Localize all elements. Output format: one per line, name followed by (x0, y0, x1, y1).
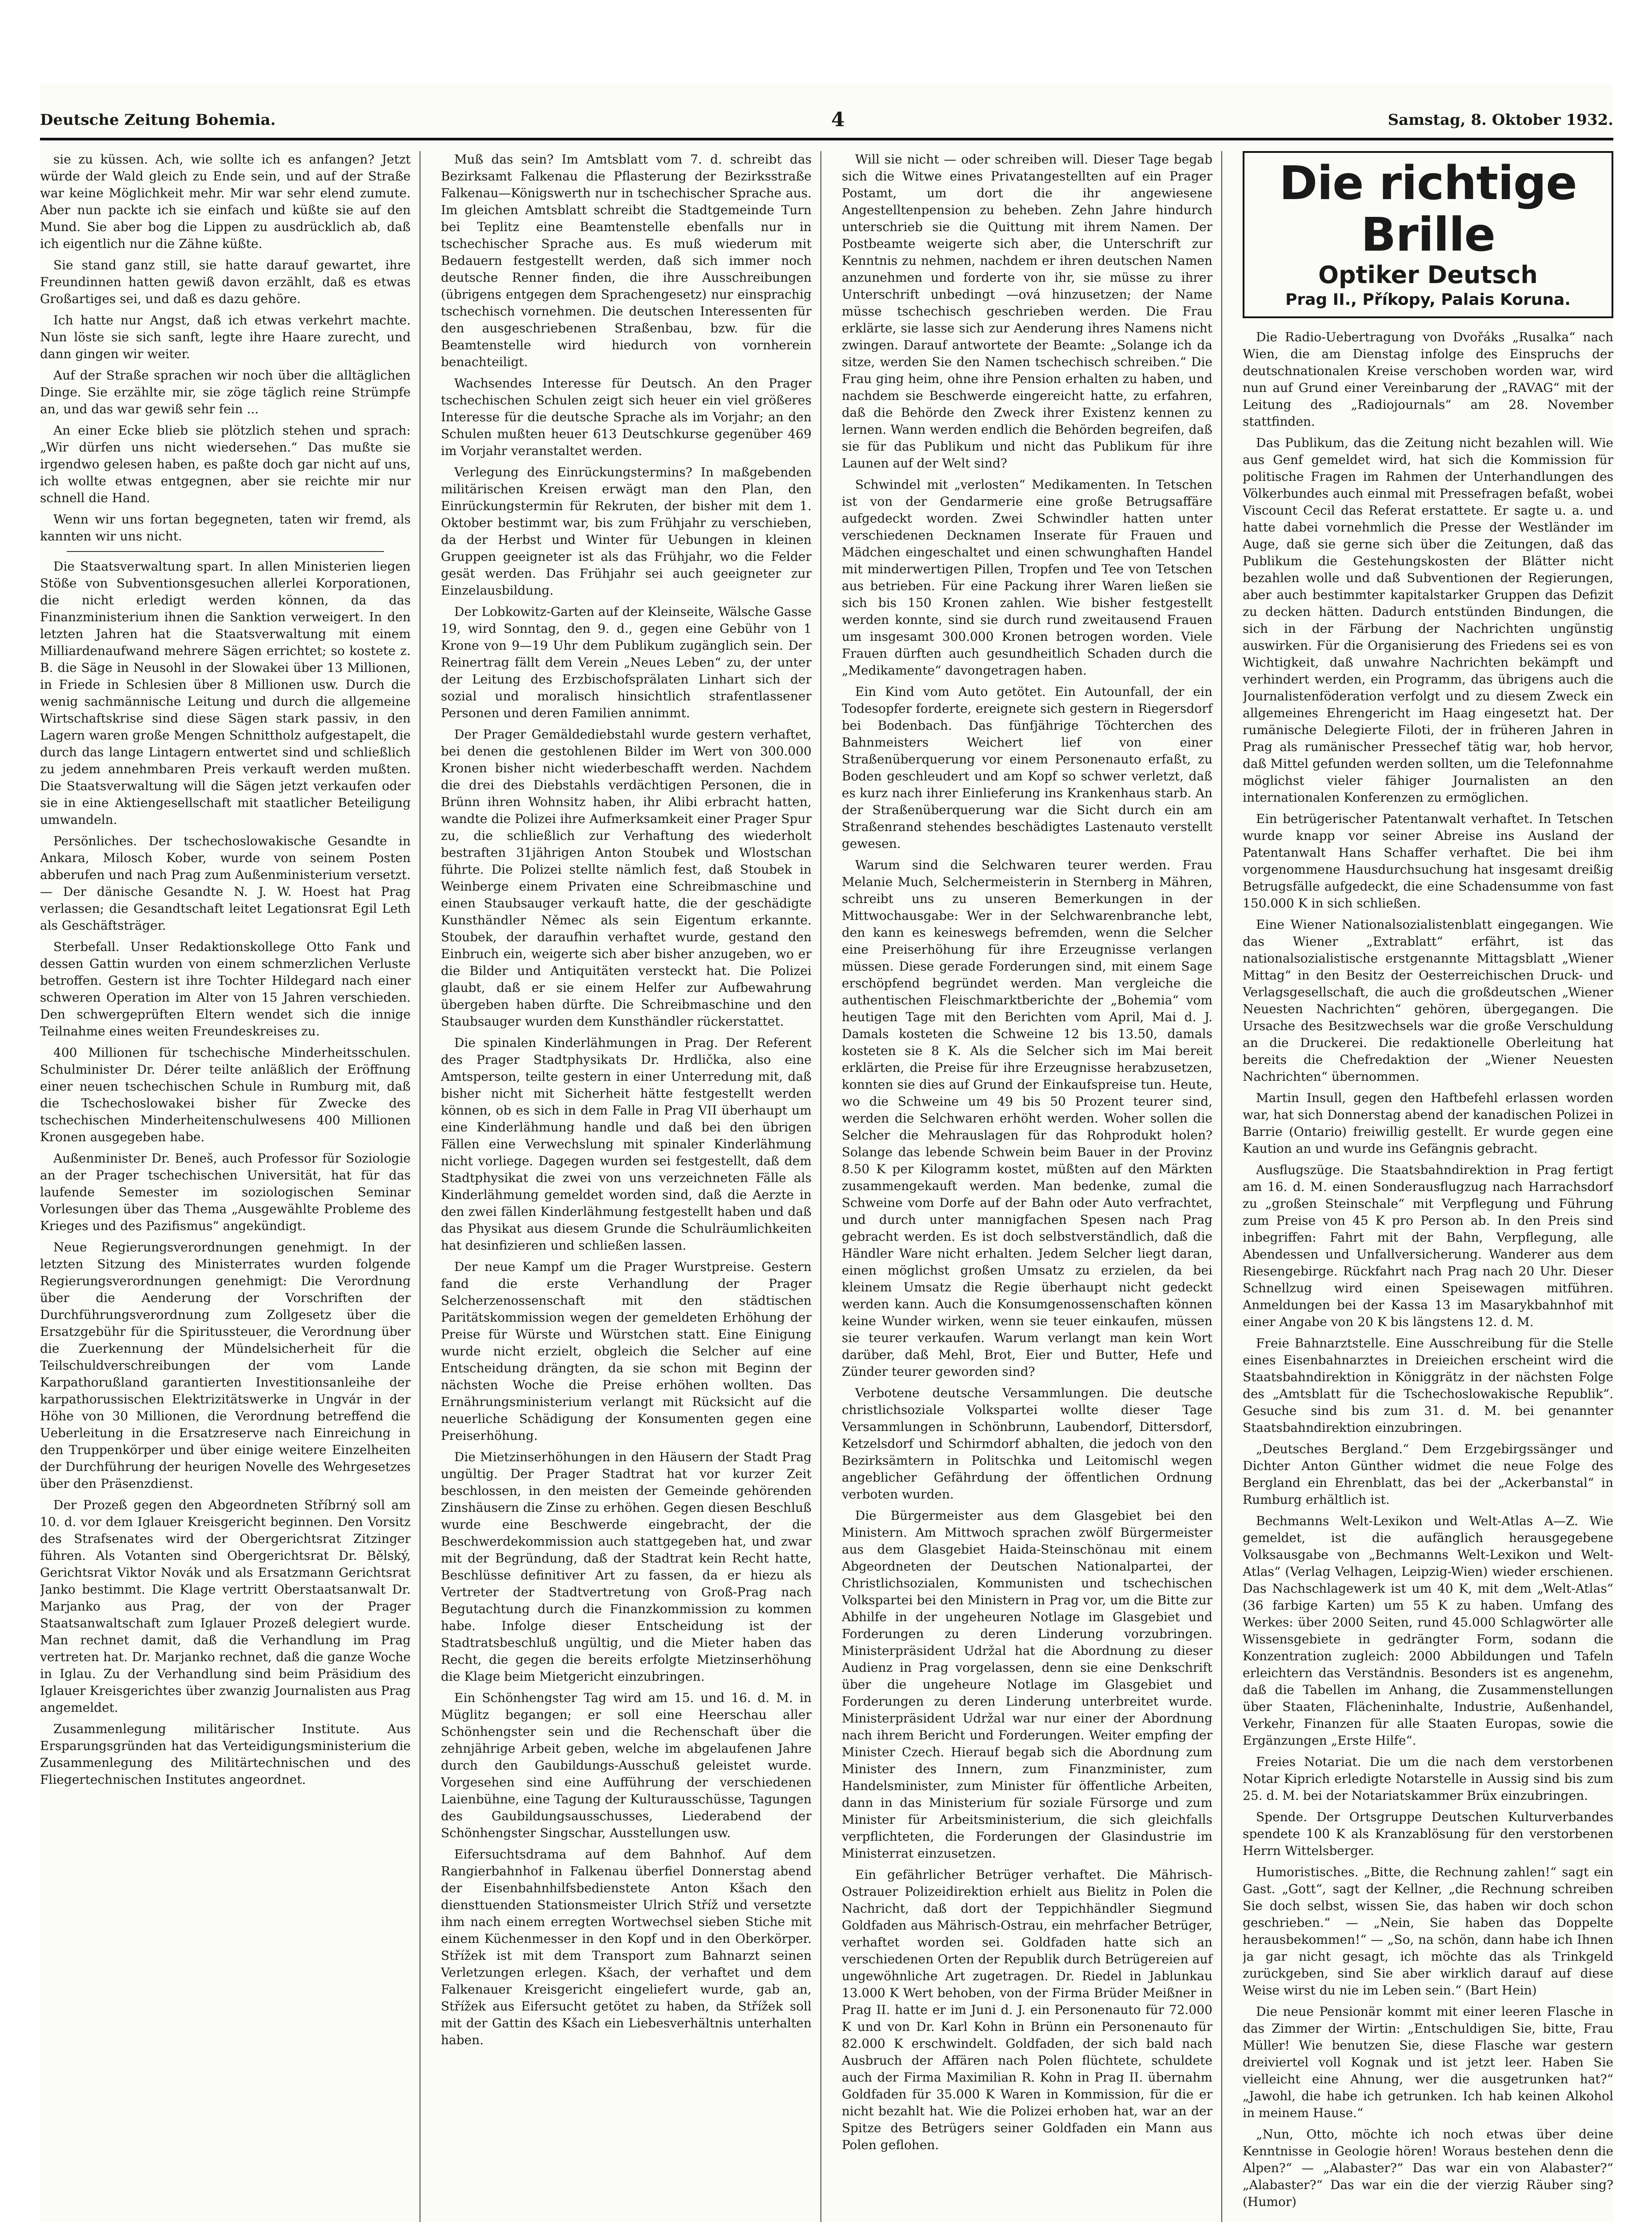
article-paragraph: Das Publikum, das die Zeitung nicht bezahlen will. Wie aus Genf gemeldet wird, hat sich die Kommission für politische Fragen im Rahmen der Unterhandlungen des Völkerbundes auch einmal mit Pressefragen befaßt, wobei Viscount Cecil das Referat erstattete. Er sagte u. a. und hatte dabei vornehmlich die Presse der Westländer im Auge, daß sie gerne sich über die Zeitungen, daß das Publikum die Gestehungskosten der Blätter nicht bezahlen wolle und daß Subventionen der Regierungen, aber auch bestimmter kapitalstarker Gruppen das Defizit zu decken hätten. Dadurch entstünden Bindungen, die sich in der Färbung der Nachrichten ungünstig auswirken. Für die Organisierung des Friedens sei es von Wichtigkeit, daß unwahre Nachrichten bekämpft und verhindert werden, ein Programm, das übrigens auch die Journalistenföderation verfolgt und zu diesem Zweck ein allgemeines Ehrengericht im Haag eingesetzt hat. Der rumänische Delegierte Filoti, der in früheren Jahren in Prag als rumänischer Pressechef tätig war, hob hervor, daß Mittel gefunden werden sollten, um die Telefonnahme möglichst vieler fähiger Journalisten an den internationalen Konferenzen zu ermöglichen. (1243, 436, 1613, 805)
newspaper-page (40, 84, 1613, 2222)
issue-date: Samstag, 8. Oktober 1932. (1388, 111, 1613, 129)
page-header (40, 108, 1613, 138)
text-column (40, 151, 420, 2222)
article-paragraph: Freies Notariat. Die um die nach dem verstorbenen Notar Kiprich erledigte Notarstelle in Aussig sind bis zum 25. d. M. bei der Notariatskammer Brüx einzubringen. (1243, 1754, 1613, 1803)
article-paragraph: Spende. Der Ortsgruppe Deutschen Kulturverbandes spendete 100 K als Kranzablösung für den verstorbenen Herrn Wittelsberger. (1243, 1810, 1613, 1858)
article-columns (40, 151, 1613, 2222)
article-paragraph: Verbotene deutsche Versammlungen. Die deutsche christlichsoziale Volkspartei wollte dieser Tage Versammlungen in Schönbrunn, Laubendorf, Dittersdorf, Ketzelsdorf und Schirmdorf abhalten, die jedoch von den Bezirksämtern in Politschka und Leitomischl wegen angeblicher Gefährdung der öffentlichen Ordnung verboten wurden. (842, 1386, 1212, 1502)
article-paragraph: Zusammenlegung militärischer Institute. Aus Ersparungsgründen hat das Verteidigungsministerium die Zusammenlegung des Militärtechnischen und des Fliegertechnischen Institutes angeordnet. (40, 1722, 411, 1787)
article-paragraph: Martin Insull, gegen den Haftbefehl erlassen worden war, hat sich Donnerstag abend der kanadischen Polizei in Barrie (Ontario) freiwillig gestellt. Er wurde gegen eine Kaution an und wurde ins Gefängnis gebracht. (1243, 1091, 1613, 1156)
ad-address: Prag II., Příkopy, Palais Koruna. (1285, 291, 1571, 309)
article-paragraph: Muß das sein? Im Amtsblatt vom 7. d. schreibt das Bezirksamt Falkenau die Pflasterung der Bezirksstraße Falkenau—Königswerth nur in tschechischer Sprache aus. Im gleichen Amtsblatt schreibt die Stadtgemeinde Turn bei Teplitz eine Beamtenstelle ebenfalls nur in tschechischer Sprache aus. Es muß wiederum mit Bedauern festgestellt werden, daß sich immer noch deutsche Renner finden, die ihre Ausschreibungen (übrigens entgegen dem Sprachengesetz) nur einsprachig tschechisch vornehmen. Die deutschen Interessenten für den ausgeschriebenen Straßenbau, bzw. für die Beamtenstelle wird hiedurch von vornherein benachteiligt. (441, 152, 812, 369)
article-paragraph: Neue Regierungsverordnungen genehmigt. In der letzten Sitzung des Ministerrates wurden folgende Regierungsverordnungen genehmigt: Die Verordnung über die Aenderung der Vorschriften der Durchführungsverordnung zum Zollgesetz über die Ersatzgebühr für die Spiritussteuer, die Verordnung über die Zuerkennung der Mündelsicherheit für die Teilschuldverschreibungen der vom Lande Karpathorußland garantierten Investitionsanleihe der karpathorussischen Elektrizitätswerke in Ungvár in der Höhe von 30 Millionen, die Verordnung betreffend die Ueberleitung in die Ersatzreserve nach Einreichung in den Truppenkörper und über einige weitere Einzelheiten der Durchführung der heurigen Novelle des Wehrgesetzes über den Präsenzdienst. (40, 1240, 411, 1491)
article-paragraph: Der Prozeß gegen den Abgeordneten Stříbrný soll am 10. d. vor dem Iglauer Kreisgericht beginnen. Den Vorsitz des Strafsenates wird der Obergerichtsrat Zitzinger führen. Als Votanten sind Obergerichtsrat Dr. Bělský, Gerichtsrat Viktor Novák und als Ersatzmann Gerichtsrat Janko bestimmt. Die Klage vertritt Oberstaatsanwalt Dr. Marjanko aus Prag, der von der Prager Staatsanwaltschaft zum Iglauer Prozeß delegiert wurde. Man rechnet damit, daß die Verhandlung im Prag vertreten hat. Dr. Marjanko rechnet, daß die ganze Woche in Iglau. Zu der Verhandlung sind beim Präsidium des Iglauer Kreisgerichtes über zwanzig Journalisten aus Prag angemeldet. (40, 1498, 411, 1715)
article-paragraph: Ein Schönhengster Tag wird am 15. und 16. d. M. in Müglitz begangen; er soll eine Heerschau aller Schönhengster sein und die Rechenschaft über die zehnjährige Arbeit geben, welche im abgelaufenen Jahre durch den Gaubildungs-Ausschuß geleistet wurde. Vorgesehen sind eine Aufführung der verschiedenen Laienbühne, eine Tagung der Kulturausschüsse, Tagungen des Gaubildungsausschusses, Liederabend der Schönhengster Singschar, Ausstellungen usw. (441, 1690, 812, 1840)
article-paragraph: Sterbefall. Unser Redaktionskollege Otto Fank und dessen Gattin wurden von einem schmerzlichen Verluste betroffen. Gestern ist ihre Tochter Hildegard nach einer schweren Operation im Alter von 15 Jahren verschieden. Den schwergeprüften Eltern wendet sich die innige Teilnahme eines weiten Freundeskreises zu. (40, 939, 411, 1039)
header-rule (40, 138, 1613, 140)
article-paragraph: Die Staatsverwaltung spart. In allen Ministerien liegen Stöße von Subventionsgesuchen allerlei Korporationen, die nicht erledigt werden können, da das Finanzministerium ihnen die Sanktion verweigert. In den letzten Jahren hat die Staatsverwaltung mit einem Milliardenaufwand mehrere Sägen errichtet; so kostete z. B. die Säge in Neusohl in der Slowakei über 13 Millionen, in Friede in Schlesien über 8 Millionen usw. Durch die wenig sachmännische Leitung und durch die allgemeine Wirtschaftskrise sind diese Sägen stark passiv, in den Lagern waren große Mengen Schnittholz aufgestapelt, die durch das lange Lintagern entwertet sind und schließlich zu jedem annehmbaren Preis verkauft werden mußten. Die Staatsverwaltung will die Sägen jetzt verkaufen oder sie in eine Aktiengesellschaft mit staatlicher Beteiligung umwandeln. (40, 559, 411, 827)
article-paragraph: Ein betrügerischer Patentanwalt verhaftet. In Tetschen wurde knapp vor seiner Abreise ins Ausland der Patentanwalt Hans Schaffer verhaftet. Die bei ihm vorgenommene Hausdurchsuchung hat insgesamt dreißig Betrugsfälle aufgedeckt, die eine Schadensumme von fast 150.000 K in sich schließen. (1243, 811, 1613, 911)
article-paragraph: Persönliches. Der tschechoslowakische Gesandte in Ankara, Milosch Kober, wurde von seinem Posten abberufen und nach Prag zum Außenministerium versetzt. — Der dänische Gesandte N. J. W. Hoest hat Prag verlassen; die Gesandtschaft leitet Legationsrat Egil Leth als Geschäftsträger. (40, 834, 411, 933)
text-column (842, 151, 1222, 2222)
article-paragraph: Freie Bahnarztstelle. Eine Ausschreibung für die Stelle eines Eisenbahnarztes in Dreieichen erscheint wird die Staatsbahndirektion in Königgrätz in der nächsten Folge des „Amtsblatt für die Tschechoslowakische Republik“. Gesuche sind bis zum 31. d. M. bei genannter Staatsbahndirektion einzubringen. (1243, 1336, 1613, 1435)
article-separator (67, 551, 384, 552)
ad-title: Die richtige Brille (1279, 156, 1577, 262)
article-paragraph: Ein Kind vom Auto getötet. Ein Autounfall, der ein Todesopfer forderte, ereignete sich gestern in Riegersdorf bei Bodenbach. Das fünfjährige Töchterchen des Bahnmeisters Weichert lief von einer Straßenüberquerung vor einem Personenauto erfaßt, zu Boden geschleudert und am Kopf so schwer verletzt, daß es kurz nach ihrer Einlieferung ins Krankenhaus starb. An der Straßenüberquerung war die Sicht durch ein am Straßenrand stehendes beschädigtes Lastenauto verstellt gewesen. (842, 684, 1212, 851)
article-paragraph: Bechmanns Welt-Lexikon und Welt-Atlas A—Z. Wie gemeldet, ist die aufänglich herausgegebene Volksausgabe von „Bechmanns Welt-Lexikon und Welt-Atlas“ (Verlag Velhagen, Leipzig-Wien) wieder erschienen. Das Nachschlagewerk ist um 40 K, mit dem „Welt-Atlas“ (36 farbige Karten) um 55 K zu haben. Umfang des Werkes: über 2000 Seiten, rund 45.000 Schlagwörter alle Wissensgebiete in gedrängter Form, sodann die Konzentration zugleich: 2000 Abbildungen und Tafeln erleichtern das Verständnis. Besonders ist es angenehm, daß die Tabellen im Anhang, die Zusammenstellungen über Staaten, Flächeninhalte, Industrie, Außenhandel, Verkehr, Finanzen für alle Staaten Europas, sowie die Ergänzungen „Erste Hilfe“. (1243, 1514, 1613, 1748)
article-paragraph: Sie stand ganz still, sie hatte darauf gewartet, ihre Freundinnen hatten gewiß davon erzählt, daß es etwas Großartiges sei, und daß es dazu gehöre. (40, 258, 411, 306)
article-paragraph: An einer Ecke blieb sie plötzlich stehen und sprach: „Wir dürfen uns nicht wiedersehen.“ Das mußte sie irgendwo gelesen haben, es paßte doch gar nicht auf uns, ich wollte etwas entgegnen, aber sie reichte mir nur schnell die Hand. (40, 423, 411, 505)
article-paragraph: Ich hatte nur Angst, daß ich etwas verkehrt machte. Nun löste sie sich sanft, legte ihre Haare zurecht, und dann gingen wir weiter. (40, 313, 411, 361)
text-column (1243, 151, 1613, 2222)
article-paragraph: Eine Wiener Nationalsozialistenblatt eingegangen. Wie das Wiener „Extrablatt“ erfährt, ist das nationalsozialistische erstgenannte Mittagsblatt „Wiener Mittag“ in den Besitz der Oesterreichischen Druck- und Verlagsgesellschaft, die auch die großdeutschen „Wiener Neuesten Nachrichten“ gehören, übergegangen. Die Ursache des Besitzwechsels war die große Verschuldung an die Druckerei. Die redaktionelle Oberleitung hat bereits die Chefredaktion der „Wiener Neuesten Nachrichten“ übernommen. (1243, 917, 1613, 1084)
article-paragraph: Der neue Kampf um die Prager Wurstpreise. Gestern fand die erste Verhandlung der Prager Selcherzenossenschaft mit den städtischen Paritätskommission wegen der gemeldeten Erhöhung der Preise für Würste und Würstchen statt. Eine Einigung wurde nicht erzielt, obgleich die Selcher auf eine Entscheidung drängten, da sie schon mit Beginn der nächsten Woche die Preise erhöhen wollten. Das Ernährungsministerium verlangt mit Rücksicht auf die neuerliche Schädigung der Konsumenten gegen eine Preiserhöhung. (441, 1259, 812, 1443)
advertisement (1243, 151, 1613, 318)
article-paragraph: sie zu küssen. Ach, wie sollte ich es anfangen? Jetzt würde der Wald gleich zu Ende sein, und auf der Straße war keine Möglichkeit mehr. Mir war sehr elend zumute. Aber nun packte ich sie einfach und küßte sie auf den Mund. Sie aber bog die Lippen zu ausdrücklich ab, daß ich eigentlich nur die Zähne küßte. (40, 152, 411, 251)
article-paragraph: „Nun, Otto, möchte ich noch etwas über deine Kenntnisse in Geologie hören! Woraus bestehen denn die Alpen?“ — „Alabaster?“ Das war ein von Alabaster?“ „Alabaster?“ Das war ein die der vierzig Räuber sing? (Humor) (1243, 2127, 1613, 2209)
article-paragraph: Eifersuchtsdrama auf dem Bahnhof. Auf dem Rangierbahnhof in Falkenau überfiel Donnerstag abend der Eisenbahnhilfsbedienstete Anton Kšach den diensttuenden Stationsmeister Ulrich Stříž und versetzte ihm nach einem erregten Wortwechsel sieben Stiche mit einem Küchenmesser in den Kopf und in den Oberkörper. Střížek ist mit dem Transport zum Bahnarzt seinen Verletzungen erlegen. Kšach, der verhaftet und dem Falkenauer Kreisgericht eingeliefert wurde, gab an, Střížek aus Eifersucht getötet zu haben, da Střížek soll mit der Gattin des Kšach ein Liebesverhältnis unterhalten haben. (441, 1847, 812, 2047)
newspaper-name: Deutsche Zeitung Bohemia. (40, 111, 276, 129)
article-paragraph: 400 Millionen für tschechische Minderheitsschulen. Schulminister Dr. Dérer teilte anläßlich der Eröffnung einer neuen tschechischen Schule in Rumburg mit, daß die Tschechoslowakei bisher für Zwecke des tschechischen Minderheitenschulwesens 400 Millionen Kronen ausgegeben habe. (40, 1045, 411, 1144)
article-paragraph: „Deutsches Bergland.“ Dem Erzgebirgssänger und Dichter Anton Günther widmet die neue Folge des Bergland ein Ehrenblatt, das bei der „Ackerbanstal“ in Rumburg erhältlich ist. (1243, 1442, 1613, 1507)
article-paragraph: Außenminister Dr. Beneš, auch Professor für Soziologie an der Prager tschechischen Universität, hat für das laufende Semester im soziologischen Seminar Vorlesungen über das Thema „Ausgewählte Probleme des Krieges und des Pazifismus“ angekündigt. (40, 1151, 411, 1233)
article-paragraph: Die Radio-Uebertragung von Dvořáks „Rusalka“ nach Wien, die am Dienstag infolge des Einspruchs der deutschnationalen Kreise verschoben worden war, wird nun auf Grund einer Vereinbarung der „RAVAG“ mit der Leitung des „Radiojournals“ am 28. November stattfinden. (1243, 330, 1613, 429)
article-paragraph: Die spinalen Kinderlähmungen in Prag. Der Referent des Prager Stadtphysikats Dr. Hrdlička, also eine Amtsperson, teilte gestern in einer Unterredung mit, daß bisher nicht mit Sicherheit hätte festgestellt werden können, ob es sich in dem Falle in Prag VII überhaupt um eine Kinderlähmung handle und daß bei den übrigen Fällen eine Verwechslung mit spinaler Kinderlähmung nicht vorliege. Dagegen wurden sei festgestellt, daß dem Stadtphysikat die zwei von uns verzeichneten Fälle als Kinderlähmung gemeldet worden sind, daß die Aerzte in den zwei fällen Kinderlähmung festgestellt haben und daß das Physikat aus diesem Grunde die Schulräumlichkeiten hat desinfizieren und schließen lassen. (441, 1035, 812, 1253)
article-paragraph: Der Lobkowitz-Garten auf der Kleinseite, Wälsche Gasse 19, wird Sonntag, den 9. d., gegen eine Gebühr von 1 Krone von 9—19 Uhr dem Publikum zugänglich sein. Der Reinertrag fällt dem Verein „Neues Leben“ zu, der unter der Leitung des Erzbischofsprälaten Linhart sich der sozial und moralisch hinsichtlich strafentlassener Personen und deren Familien annimmt. (441, 604, 812, 720)
article-paragraph: Die Bürgermeister aus dem Glasgebiet bei den Ministern. Am Mittwoch sprachen zwölf Bürgermeister aus dem Glasgebiet Haida-Steinschönau mit einem Abgeordneten der Deutschen Nationalpartei, der Christlichsozialen, Kommunisten und tschechischen Volkspartei bei den Ministern in Prag vor, um die Bitte zur Abhilfe in der ungeheuren Notlage im Glasgebiet und Forderungen zu deren Linderung vorzubringen. Ministerpräsident Udržal hat die Abordnung zu dieser Audienz in Prag vorgelassen, denn sie eine Denkschrift über die ungeheure Notlage im Glasgebiet und Forderungen zu deren Linderung unterbreitet wurde. Ministerpräsident Udržal war nur einer der Abordnung nach ihrem Bericht und Forderungen. Weiter empfing der Minister Czech. Hierauf begab sich die Abordnung zum Minister des Innern, zum Finanzminister, zum Handelsminister, zum Minister für öffentliche Arbeiten, dann in das Ministerium für soziale Fürsorge und zum Minister für Arbeitsministerium, die sich gleichfalls verpflichteten, die Forderungen der Glasindustrie im Ministerrat einzusetzen. (842, 1508, 1212, 1861)
article-paragraph: Schwindel mit „verlosten“ Medikamenten. In Tetschen ist von der Gendarmerie eine große Betrugsaffäre aufgedeckt worden. Zwei Schwindler hatten unter verschiedenen Decknamen Inserate für Frauen und Mädchen eingeschaltet und einen schwunghaften Handel mit minderwertigen Pillen, Tropfen und Tee von Tetschen aus betrieben. Für eine Packung ihrer Waren ließen sie sich bis 150 Kronen zahlen. Wie bisher festgestellt werden konnte, sind sie durch rund zweitausend Frauen um insgesamt 300.000 Kronen betrogen worden. Viele Frauen dürften auch gesundheitlich Schaden durch die „Medikamente“ davongetragen haben. (842, 477, 1212, 678)
article-paragraph: Humoristisches. „Bitte, die Rechnung zahlen!“ sagt ein Gast. „Gott“, sagt der Kellner, „die Rechnung schreiben Sie doch selbst, wissen Sie, das haben wir doch schon geschrieben.“ — „Nein, Sie haben das Doppelte herausbekommen!“ — „So, na schön, dann habe ich Ihnen ja gar nicht gesagt, ich möchte das als Trinkgeld zurückgeben, sind Sie aber wirklich darauf auf diese Weise wirst du nie im Leben sein.“ (Bart Hein) (1243, 1865, 1613, 1998)
article-paragraph: Wenn wir uns fortan begegneten, taten wir fremd, als kannten wir uns nicht. (40, 512, 411, 544)
article-paragraph: Ausflugszüge. Die Staatsbahndirektion in Prag fertigt am 16. d. M. einen Sonderausflugzug nach Harrachsdorf zu „großen Steinschale“ mit Verpflegung und Führung zum Preise von 45 K pro Person ab. In den Preis sind inbegriffen: Fahrt mit der Bahn, Verpflegung, alle Abendessen und Unfallversicherung. Wanderer aus dem Riesengebirge. Rückfahrt nach Prag nach 20 Uhr. Dieser Schnellzug wird einen Speisewagen mitführen. Anmeldungen bei der Kassa 13 im Masarykbahnhof mit einer Angabe von 20 K bis längstens 12. d. M. (1243, 1163, 1613, 1329)
article-paragraph: Will sie nicht — oder schreiben will. Dieser Tage begab sich die Witwe eines Privatangestellten auf ein Prager Postamt, um dort die ihr angewiesene Angestelltenpension zu beheben. Zehn Jahre hindurch unterschrieb sie die Quittung mit ihrem Namen. Der Postbeamte weigerte sich aber, die Unterschrift zur Kenntnis zu nehmen, nachdem er ihren deutschen Namen anzunehmen und forderte von ihr, sie müsse zu ihrer Unterschrift unbedingt —ová hinzusetzen; der Name müsse tschechisch geschrieben werden. Die Frau erklärte, sie lasse sich zur Aenderung ihres Namens nicht zwingen. Darauf antwortete der Beamte: „Solange ich da sitze, werden Sie den Namen tschechisch schreiben.“ Die Frau ging heim, ohne ihre Pension erhalten zu haben, und nachdem sie Beschwerde eingereicht hatte, zu erfahren, daß die Behörde den Zweck ihrer Existenz kennen zu lernen. Wann werden endlich die Behörden begreifen, daß sie für das Publikum und nicht das Publikum für ihre Launen auf der Welt sind? (842, 152, 1212, 471)
article-paragraph: Die neue Pensionär kommt mit einer leeren Flasche in das Zimmer der Wirtin: „Entschuldigen Sie, bitte, Frau Müller! Wie benutzen Sie, diese Flasche war gestern dreiviertel voll Kognak und ist jetzt leer. Haben Sie vielleicht eine Ahnung, wer die ausgetrunken hat?“ „Jawohl, die habe ich getrunken. Ich hab keinen Alkohol in meinem Hause.“ (1243, 2004, 1613, 2120)
page-number: 4 (831, 108, 845, 131)
article-paragraph: Die Mietzinserhöhungen in den Häusern der Stadt Prag ungültig. Der Prager Stadtrat hat vor kurzer Zeit beschlossen, in den meisten der Gemeinde gehörenden Zinshäusern die Zinse zu erhöhen. Gegen diesen Beschluß wurde eine Beschwerde eingebracht, der die Beschwerdekommission auch stattgegeben hat, und zwar mit der Begründung, daß der Stadtrat kein Recht hatte, Beschlüsse definitiver Art zu fassen, da er hiezu als Vertreter der Stadtvertretung von Groß-Prag nach Begutachtung durch die Finanzkommission zu kommen habe. Infolge dieser Entscheidung ist der Stadtratsbeschluß ungültig, und die Mieter haben das Recht, die gegen die bereits erfolgte Mietzinserhöhung die Klage beim Mietgericht einzubringen. (441, 1450, 812, 1684)
article-paragraph: Warum sind die Selchwaren teurer werden. Frau Melanie Much, Selchermeisterin in Sternberg in Mähren, schreibt uns zu unseren Bemerkungen in der Mittwochausgabe: Wer in der Selchwarenbranche lebt, den kann es keineswegs befremden, wenn die Selcher eine Preiserhöhung für ihre Erzeugnisse verlangen müssen. Diese gerade Forderungen sind, mit einem Sage erschöpfend begründet werden. Man vergleiche die authentischen Fleischmarktberichte der „Bohemia“ vom heutigen Tage mit den Berichten vom April, Mai d. J. Damals kosteten die Schweine 12 bis 13.50, damals kosteten sie 8 K. Als die Selcher sich im Mai bereit erklärten, die Preise für ihre Erzeugnisse herabzusetzen, konnten sie dies auf Grund der Einkaufspreise tun. Heute, wo die Schweine um 49 bis 50 Prozent teurer sind, werden die Selchwaren erhöht werden. Woher sollen die Selcher die Mehrauslagen für das Rohprodukt holen? Solange das lebende Schwein beim Bauer in der Provinz 8.50 K per Kilogramm kostet, müßten auf den Märkten zusammengekauft werden. Man bedenke, zumal die Schweine vom Dorfe auf der Bahn oder Auto verfrachtet, und durch unter mannigfachen Spesen nach Prag gebracht werden. Es ist doch selbstverständlich, daß die Händler Ware nicht erhalten. Jedem Selcher liegt daran, einen möglichst großen Umsatz zu erzielen, da bei kleinem Umsatz die Regie überhaupt nicht gedeckt werden kann. Auch die Konsumgenossenschaften können keine Wunder wirken, wenn sie teuer einkaufen, müssen sie teurer verkaufen. Warum verlangt man kein Wort darüber, daß Mehl, Brot, Eier und Butter, Hefe und Zünder teurer geworden sind? (842, 858, 1212, 1379)
article-paragraph: Auf der Straße sprachen wir noch über die alltäglichen Dinge. Sie erzählte mir, sie zöge täglich reine Strümpfe an, und das war gewiß sehr fein ... (40, 368, 411, 416)
text-column (441, 151, 821, 2222)
article-paragraph: Ein gefährlicher Betrüger verhaftet. Die Mährisch-Ostrauer Polizeidirektion erhielt aus Bielitz in Polen die Nachricht, daß dort der Teppichhändler Siegmund Goldfaden aus Mährisch-Ostrau, ein mehrfacher Betrüger, verhaftet worden sei. Goldfaden hatte sich an verschiedenen Orten der Republik durch Betrügereien auf ungewöhnliche Art zugetragen. Dr. Riedel in Jablunkau 13.000 K Wert behoben, von der Firma Brüder Meißner in Prag II. hatte er im Juni d. J. ein Personenauto für 72.000 K und von Dr. Karl Kohn in Brünn ein Personenauto für 82.000 K erschwindelt. Goldfaden, der sich bald nach Ausbruch der Affären nach Polen flüchtete, schuldete auch der Firma Maximilian R. Kohn in Prag II. übernahm Goldfaden für 35.000 K Waren in Kommission, für die er nicht bezahlt hat. Wie die Polizei erhoben hat, war an der Spitze des Betrügers seiner Goldfaden ein Mann aus Polen geflohen. (842, 1867, 1212, 2152)
article-paragraph: Verlegung des Einrückungstermins? In maßgebenden militärischen Kreisen erwägt man den Plan, den Einrückungstermin für Rekruten, der bisher mit dem 1. Oktober bestimmt war, bis zum Frühjahr zu verschieben, da der Herbst und Winter für Uebungen in kleinen Gruppen geeigneter ist als das Frühjahr, wo die Felder gesät werden. Das Frühjahr sei auch geeigneter zur Einzelausbildung. (441, 465, 812, 598)
article-paragraph: Der Prager Gemäldediebstahl wurde gestern verhaftet, bei denen die gestohlenen Bilder im Wert von 300.000 Kronen bisher nicht wiederbeschafft werden. Nachdem die drei des Diebstahls verdächtigen Personen, die in Brünn ihren Wohnsitz haben, ihr Alibi erbracht hatten, wandte die Polizei ihre Aufmerksamkeit einer Prager Spur zu, die schließlich zur Verhaftung des wiederholt bestraften 31jährigen Anton Stoubek und Wlostschan führte. Die Polizei stellte nämlich fest, daß Stoubek in Weinberge einem Privaten eine Schreibmaschine und einen Staubsauger verkauft hatte, die der geschädigte Kunsthändler Němec als sein Eigentum erkannte. Stoubek, der daraufhin verhaftet wurde, gestand den Einbruch ein, weigerte sich aber bisher anzugeben, wo er die Bilder und Antiquitäten versteckt hat. Die Polizei glaubt, daß er sie einem Helfer zur Aufbewahrung übergeben haben dürfte. Die Schreibmaschine und den Staubsauger wurden dem Kunsthändler rückerstattet. (441, 727, 812, 1029)
article-paragraph: Wachsendes Interesse für Deutsch. An den Prager tschechischen Schulen zeigt sich heuer ein viel größeres Interesse für die deutsche Sprache als im Vorjahr; an den Schulen mußten heuer 613 Deutschkurse gegenüber 469 im Vorjahr veranstaltet werden. (441, 376, 812, 458)
ad-subtitle: Optiker Deutsch (1318, 261, 1538, 289)
